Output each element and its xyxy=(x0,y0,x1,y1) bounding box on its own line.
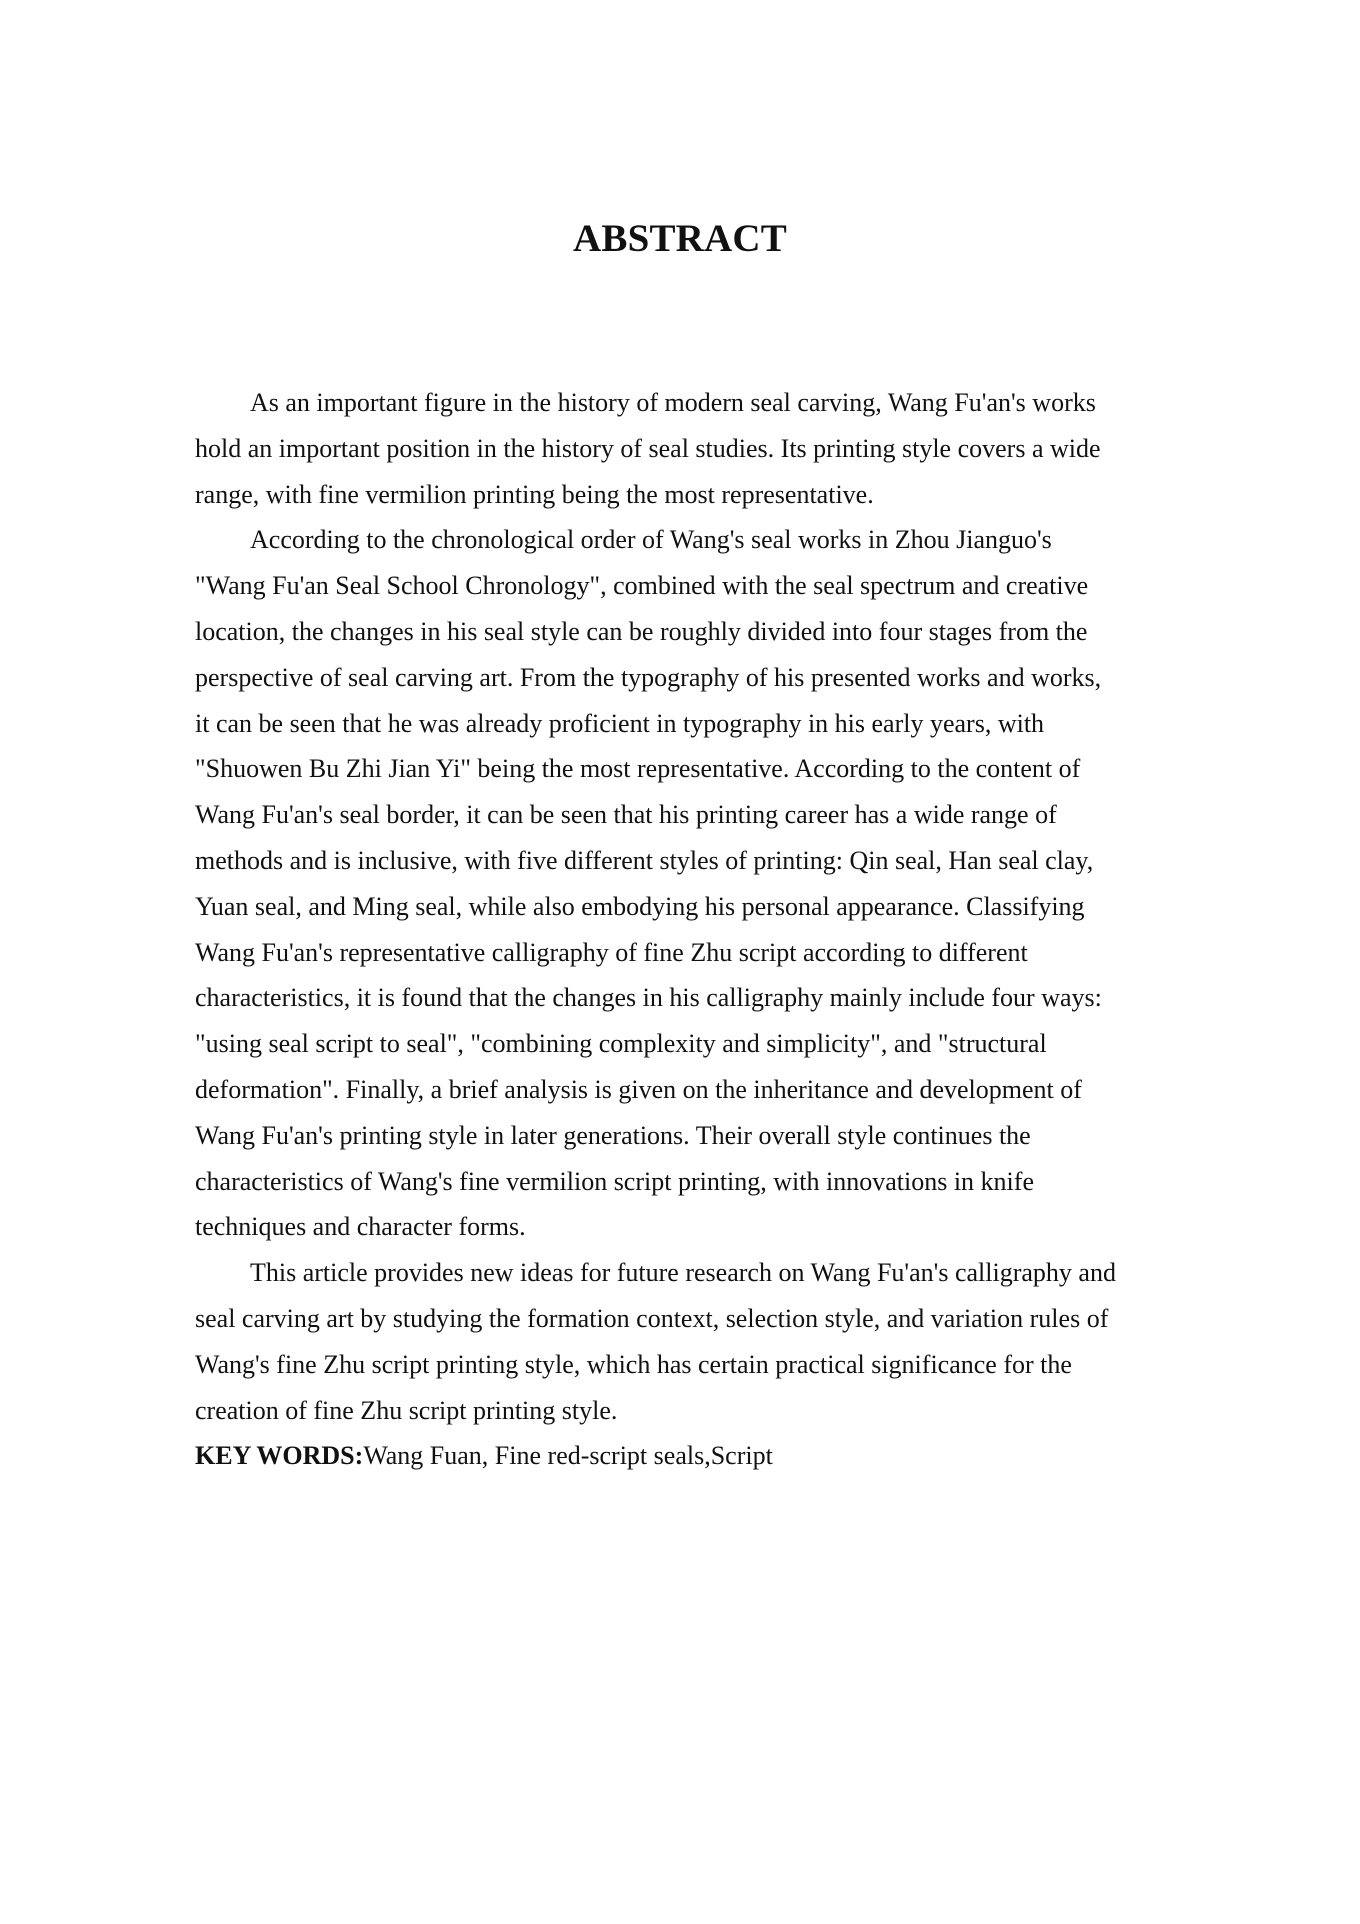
abstract-paragraph-1 xyxy=(195,380,1175,517)
text-line: This article provides new ideas for future research on Wang Fu'an's calligraphy and xyxy=(250,1258,1116,1288)
text-line: characteristics of Wang's fine vermilion script printing, with innovations in knife xyxy=(195,1166,1034,1196)
text-line: "using seal script to seal", "combining complexity and simplicity", and "structural xyxy=(195,1029,1047,1059)
text-line: As an important figure in the history of modern seal carving, Wang Fu'an's works xyxy=(250,388,1096,417)
text-line: it can be seen that he was already proficient in typography in his early years, with xyxy=(195,708,1045,738)
text-line: range, with fine vermilion printing being the most representative. xyxy=(195,479,874,509)
abstract-paragraph-2 xyxy=(195,517,1175,1250)
text-line: Yuan seal, and Ming seal, while also embodying his personal appearance. Classifying xyxy=(195,891,1085,921)
abstract-body xyxy=(195,380,1175,1479)
text-line: techniques and character forms. xyxy=(195,1212,526,1242)
text-line: methods and is inclusive, with five different styles of printing: Qin seal, Han seal clay, xyxy=(195,845,1094,875)
keywords-value: Wang Fuan, Fine red-script seals,Script xyxy=(363,1441,773,1471)
text-line: Wang Fu'an's seal border, it can be seen that his printing career has a wide range of xyxy=(195,800,1057,830)
text-line: "Wang Fu'an Seal School Chronology", combined with the seal spectrum and creative xyxy=(195,571,1089,601)
text-line: Wang Fu'an's printing style in later generations. Their overall style continues the xyxy=(195,1120,1031,1150)
abstract-paragraph-3 xyxy=(195,1250,1175,1433)
keywords-line xyxy=(195,1433,1175,1479)
text-line: According to the chronological order of Wang's seal works in Zhou Jianguo's xyxy=(250,525,1052,555)
text-line: creation of fine Zhu script printing style. xyxy=(195,1395,618,1425)
text-line: hold an important position in the history of seal studies. Its printing style covers a wide xyxy=(195,433,1101,463)
text-line: perspective of seal carving art. From the typography of his presented works and works, xyxy=(195,662,1102,692)
text-line: Wang's fine Zhu script printing style, which has certain practical significance for the xyxy=(195,1349,1072,1379)
keywords-label: KEY WORDS: xyxy=(195,1441,364,1471)
text-line: seal carving art by studying the formation context, selection style, and variation rules of xyxy=(195,1303,1109,1333)
abstract-title: ABSTRACT xyxy=(573,217,787,260)
text-line: deformation". Finally, a brief analysis is given on the inheritance and development of xyxy=(195,1074,1082,1104)
text-line: location, the changes in his seal style can be roughly divided into four stages from the xyxy=(195,616,1088,646)
text-line: "Shuowen Bu Zhi Jian Yi" being the most representative. According to the content of xyxy=(195,754,1081,784)
text-line: Wang Fu'an's representative calligraphy of fine Zhu script according to different xyxy=(195,937,1028,967)
text-line: characteristics, it is found that the changes in his calligraphy mainly include four ways: xyxy=(195,983,1102,1013)
